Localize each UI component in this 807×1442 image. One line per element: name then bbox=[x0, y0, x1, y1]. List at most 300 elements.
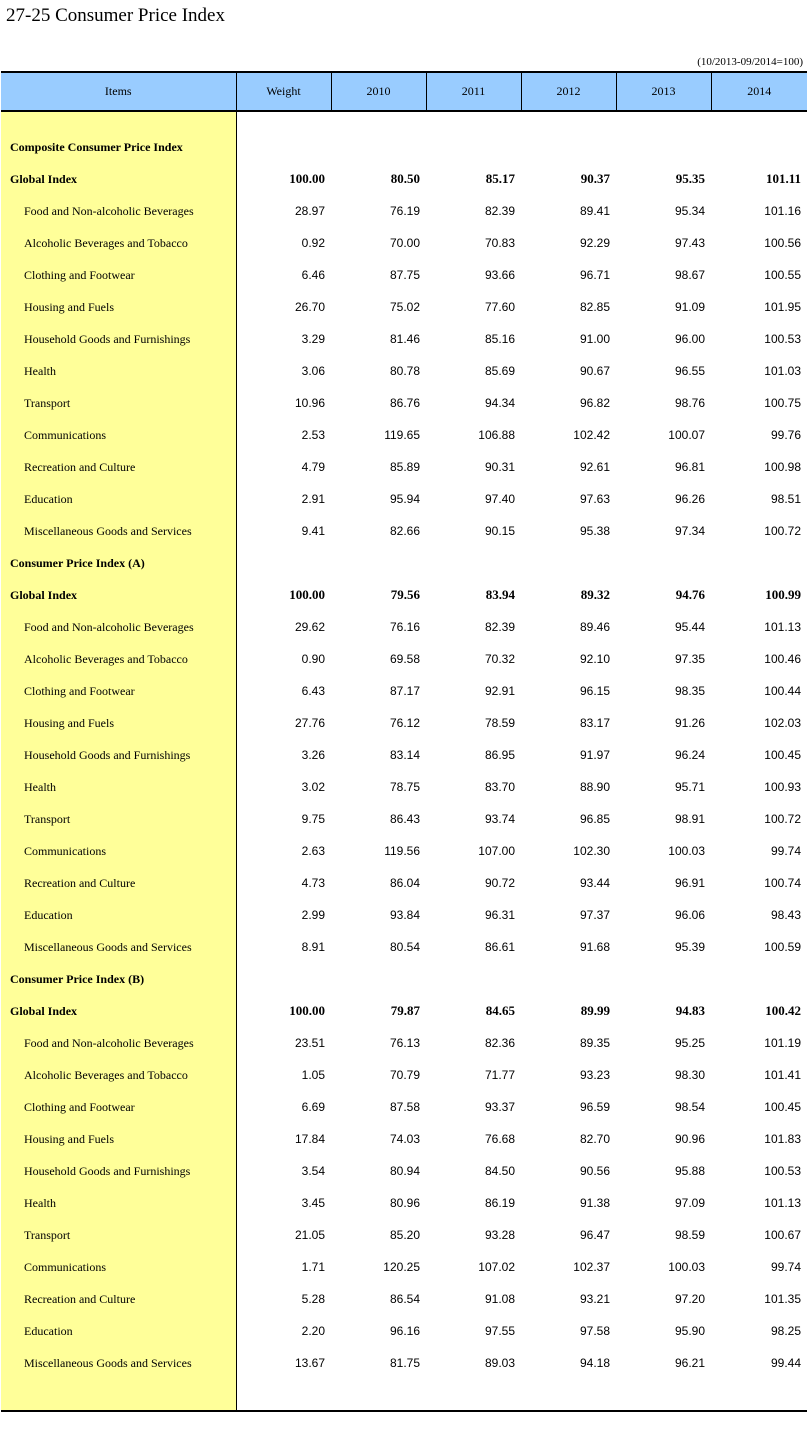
index-value-cell: 100.56 bbox=[764, 236, 801, 250]
index-value-cell: 98.30 bbox=[674, 1068, 705, 1082]
index-value-cell: 81.46 bbox=[389, 332, 420, 346]
row-label: Miscellaneous Goods and Services bbox=[1, 931, 236, 963]
table-row bbox=[1, 1027, 807, 1059]
index-value-cell: 95.90 bbox=[674, 1324, 705, 1338]
index-value-cell: 90.72 bbox=[484, 876, 515, 890]
weight-cell: 9.75 bbox=[301, 812, 325, 826]
row-label: Clothing and Footwear bbox=[1, 675, 236, 707]
weight-cell: 0.92 bbox=[301, 236, 325, 250]
weight-cell: 27.76 bbox=[294, 716, 325, 730]
index-value-cell: 84.65 bbox=[485, 1003, 515, 1018]
table-header bbox=[1, 72, 807, 111]
row-label: Global Index bbox=[1, 163, 236, 195]
index-value-cell: 87.75 bbox=[389, 268, 420, 282]
index-value-cell: 96.81 bbox=[674, 460, 705, 474]
index-value-cell: 101.11 bbox=[765, 171, 801, 186]
table-row bbox=[1, 899, 807, 931]
index-value-cell: 76.16 bbox=[389, 620, 420, 634]
index-value-cell: 102.30 bbox=[573, 844, 610, 858]
index-value-cell: 95.35 bbox=[675, 171, 705, 186]
weight-cell: 0.90 bbox=[301, 652, 325, 666]
index-value-cell: 100.03 bbox=[668, 844, 705, 858]
row-label: Food and Non-alcoholic Beverages bbox=[1, 611, 236, 643]
index-value-cell: 83.70 bbox=[484, 780, 515, 794]
index-value-cell: 74.03 bbox=[389, 1132, 420, 1146]
table-row bbox=[1, 835, 807, 867]
index-value-cell: 119.65 bbox=[384, 428, 420, 442]
index-value-cell: 80.96 bbox=[389, 1196, 420, 1210]
index-value-cell: 96.06 bbox=[674, 908, 705, 922]
index-value-cell: 97.55 bbox=[484, 1324, 515, 1338]
index-value-cell: 86.54 bbox=[389, 1292, 420, 1306]
section-header-row bbox=[1, 963, 807, 995]
weight-cell: 3.26 bbox=[301, 748, 325, 762]
index-value-cell: 95.71 bbox=[674, 780, 705, 794]
weight-cell: 2.63 bbox=[301, 844, 325, 858]
index-value-cell: 98.54 bbox=[674, 1100, 705, 1114]
index-value-cell: 91.68 bbox=[579, 940, 610, 954]
index-value-cell: 82.36 bbox=[484, 1036, 515, 1050]
index-value-cell: 90.15 bbox=[484, 524, 515, 538]
index-value-cell: 77.60 bbox=[484, 300, 515, 314]
index-value-cell: 100.44 bbox=[764, 684, 801, 698]
index-value-cell: 100.93 bbox=[764, 780, 801, 794]
index-value-cell: 82.66 bbox=[389, 524, 420, 538]
index-value-cell: 92.29 bbox=[579, 236, 610, 250]
index-value-cell: 101.35 bbox=[764, 1292, 801, 1306]
top-spacer-row bbox=[1, 111, 807, 131]
index-value-cell: 99.74 bbox=[770, 844, 801, 858]
index-value-cell: 101.13 bbox=[764, 1196, 801, 1210]
table-row bbox=[1, 323, 807, 355]
weight-cell: 100.00 bbox=[289, 171, 325, 186]
index-value-cell: 107.00 bbox=[478, 844, 515, 858]
index-value-cell: 96.47 bbox=[579, 1228, 610, 1242]
index-value-cell: 86.19 bbox=[484, 1196, 515, 1210]
row-label: Household Goods and Furnishings bbox=[1, 1155, 236, 1187]
index-value-cell: 100.74 bbox=[764, 876, 801, 890]
index-value-cell: 91.26 bbox=[674, 716, 705, 730]
table-row bbox=[1, 387, 807, 419]
index-value-cell: 90.31 bbox=[484, 460, 515, 474]
weight-cell: 17.84 bbox=[294, 1132, 325, 1146]
index-value-cell: 100.03 bbox=[668, 1260, 705, 1274]
section-title: Consumer Price Index (A) bbox=[1, 547, 236, 579]
weight-cell: 8.91 bbox=[301, 940, 325, 954]
table-row bbox=[1, 611, 807, 643]
table-row bbox=[1, 195, 807, 227]
index-value-cell: 100.53 bbox=[764, 332, 801, 346]
index-value-cell: 80.54 bbox=[389, 940, 420, 954]
index-value-cell: 100.07 bbox=[668, 428, 705, 442]
weight-cell: 2.91 bbox=[301, 492, 325, 506]
index-value-cell: 100.98 bbox=[764, 460, 801, 474]
index-value-cell: 87.17 bbox=[389, 684, 420, 698]
index-value-cell: 101.16 bbox=[764, 204, 801, 218]
index-value-cell: 89.03 bbox=[484, 1356, 515, 1370]
index-value-cell: 98.91 bbox=[674, 812, 705, 826]
index-value-cell: 100.72 bbox=[764, 524, 801, 538]
table-row bbox=[1, 355, 807, 387]
row-label: Food and Non-alcoholic Beverages bbox=[1, 195, 236, 227]
index-value-cell: 79.87 bbox=[390, 1003, 420, 1018]
index-value-cell: 82.39 bbox=[484, 620, 515, 634]
index-value-cell: 93.74 bbox=[484, 812, 515, 826]
index-value-cell: 98.67 bbox=[674, 268, 705, 282]
weight-cell: 2.99 bbox=[301, 908, 325, 922]
index-value-cell: 90.56 bbox=[579, 1164, 610, 1178]
index-value-cell: 96.85 bbox=[579, 812, 610, 826]
index-value-cell: 85.89 bbox=[389, 460, 420, 474]
row-label: Alcoholic Beverages and Tobacco bbox=[1, 643, 236, 675]
index-value-cell: 94.83 bbox=[675, 1003, 705, 1018]
weight-cell: 3.29 bbox=[301, 332, 325, 346]
weight-cell: 1.05 bbox=[301, 1068, 325, 1082]
table-row bbox=[1, 867, 807, 899]
index-value-cell: 82.39 bbox=[484, 204, 515, 218]
weight-cell: 5.28 bbox=[301, 1292, 325, 1306]
index-value-cell: 93.23 bbox=[579, 1068, 610, 1082]
index-value-cell: 85.20 bbox=[389, 1228, 420, 1242]
index-value-cell: 96.82 bbox=[579, 396, 610, 410]
row-label: Education bbox=[1, 1315, 236, 1347]
table-row bbox=[1, 291, 807, 323]
index-value-cell: 99.44 bbox=[770, 1356, 801, 1370]
row-label: Alcoholic Beverages and Tobacco bbox=[1, 1059, 236, 1091]
index-value-cell: 70.83 bbox=[484, 236, 515, 250]
index-value-cell: 83.14 bbox=[389, 748, 420, 762]
row-label: Transport bbox=[1, 1219, 236, 1251]
index-value-cell: 101.41 bbox=[764, 1068, 801, 1082]
index-value-cell: 95.34 bbox=[674, 204, 705, 218]
index-value-cell: 89.41 bbox=[579, 204, 610, 218]
row-label: Education bbox=[1, 899, 236, 931]
index-value-cell: 79.56 bbox=[390, 587, 420, 602]
row-label: Housing and Fuels bbox=[1, 1123, 236, 1155]
table-row bbox=[1, 771, 807, 803]
weight-cell: 3.54 bbox=[301, 1164, 325, 1178]
index-value-cell: 97.63 bbox=[579, 492, 610, 506]
weight-cell: 23.51 bbox=[294, 1036, 325, 1050]
index-value-cell: 101.03 bbox=[764, 364, 801, 378]
index-value-cell: 80.94 bbox=[389, 1164, 420, 1178]
table-row bbox=[1, 227, 807, 259]
index-value-cell: 100.55 bbox=[764, 268, 801, 282]
base-period-note: (10/2013-09/2014=100) bbox=[697, 56, 803, 68]
table-row bbox=[1, 1251, 807, 1283]
index-value-cell: 100.45 bbox=[764, 1100, 801, 1114]
table-row bbox=[1, 803, 807, 835]
row-label: Communications bbox=[1, 1251, 236, 1283]
table-row bbox=[1, 1091, 807, 1123]
index-value-cell: 92.10 bbox=[579, 652, 610, 666]
row-label: Miscellaneous Goods and Services bbox=[1, 515, 236, 547]
index-value-cell: 93.28 bbox=[484, 1228, 515, 1242]
index-value-cell: 97.34 bbox=[674, 524, 705, 538]
header-items: Items bbox=[1, 72, 236, 111]
index-value-cell: 95.88 bbox=[674, 1164, 705, 1178]
table-row bbox=[1, 483, 807, 515]
index-value-cell: 120.25 bbox=[383, 1260, 420, 1274]
row-label: Housing and Fuels bbox=[1, 291, 236, 323]
index-value-cell: 76.13 bbox=[389, 1036, 420, 1050]
spacer-cell bbox=[1, 111, 236, 131]
index-value-cell: 80.50 bbox=[390, 171, 420, 186]
index-value-cell: 95.39 bbox=[674, 940, 705, 954]
index-value-cell: 96.91 bbox=[674, 876, 705, 890]
cpi-table bbox=[1, 71, 807, 1412]
row-label: Health bbox=[1, 771, 236, 803]
index-value-cell: 97.43 bbox=[674, 236, 705, 250]
index-value-cell: 102.42 bbox=[573, 428, 610, 442]
weight-cell: 3.45 bbox=[301, 1196, 325, 1210]
table-row bbox=[1, 931, 807, 963]
index-value-cell: 96.26 bbox=[674, 492, 705, 506]
table-row bbox=[1, 1315, 807, 1347]
table-row bbox=[1, 1187, 807, 1219]
index-value-cell: 91.00 bbox=[579, 332, 610, 346]
table-row bbox=[1, 419, 807, 451]
index-value-cell: 89.35 bbox=[579, 1036, 610, 1050]
table-row bbox=[1, 579, 807, 611]
index-value-cell: 86.95 bbox=[484, 748, 515, 762]
weight-cell: 3.02 bbox=[301, 780, 325, 794]
index-value-cell: 94.76 bbox=[675, 587, 705, 602]
row-label: Communications bbox=[1, 835, 236, 867]
section-header-row bbox=[1, 131, 807, 163]
row-label: Recreation and Culture bbox=[1, 1283, 236, 1315]
index-value-cell: 90.67 bbox=[579, 364, 610, 378]
index-value-cell: 83.94 bbox=[485, 587, 515, 602]
index-value-cell: 96.21 bbox=[674, 1356, 705, 1370]
index-value-cell: 93.21 bbox=[579, 1292, 610, 1306]
index-value-cell: 100.45 bbox=[764, 748, 801, 762]
table-row bbox=[1, 643, 807, 675]
index-value-cell: 94.18 bbox=[579, 1356, 610, 1370]
index-value-cell: 96.31 bbox=[484, 908, 515, 922]
index-value-cell: 89.46 bbox=[579, 620, 610, 634]
table-row bbox=[1, 707, 807, 739]
table-row bbox=[1, 1283, 807, 1315]
index-value-cell: 97.37 bbox=[579, 908, 610, 922]
section-header-row bbox=[1, 547, 807, 579]
index-value-cell: 97.20 bbox=[674, 1292, 705, 1306]
index-value-cell: 100.75 bbox=[764, 396, 801, 410]
index-value-cell: 97.35 bbox=[674, 652, 705, 666]
index-value-cell: 78.59 bbox=[484, 716, 515, 730]
weight-cell: 6.69 bbox=[301, 1100, 325, 1114]
weight-cell: 6.43 bbox=[301, 684, 325, 698]
index-value-cell: 80.78 bbox=[389, 364, 420, 378]
row-label: Health bbox=[1, 1187, 236, 1219]
index-value-cell: 76.12 bbox=[389, 716, 420, 730]
row-label: Global Index bbox=[1, 579, 236, 611]
index-value-cell: 101.95 bbox=[764, 300, 801, 314]
index-value-cell: 98.76 bbox=[674, 396, 705, 410]
header-2010: 2010 bbox=[331, 72, 426, 111]
table-row bbox=[1, 451, 807, 483]
index-value-cell: 100.99 bbox=[765, 587, 801, 602]
index-value-cell: 83.17 bbox=[579, 716, 610, 730]
weight-cell: 100.00 bbox=[289, 1003, 325, 1018]
index-value-cell: 100.53 bbox=[764, 1164, 801, 1178]
weight-cell: 2.20 bbox=[301, 1324, 325, 1338]
index-value-cell: 82.85 bbox=[579, 300, 610, 314]
row-label: Food and Non-alcoholic Beverages bbox=[1, 1027, 236, 1059]
index-value-cell: 70.79 bbox=[389, 1068, 420, 1082]
index-value-cell: 98.51 bbox=[770, 492, 801, 506]
index-value-cell: 86.76 bbox=[389, 396, 420, 410]
page-title: 27-25 Consumer Price Index bbox=[6, 5, 225, 26]
weight-cell: 4.73 bbox=[301, 876, 325, 890]
index-value-cell: 87.58 bbox=[389, 1100, 420, 1114]
weight-cell: 3.06 bbox=[301, 364, 325, 378]
weight-cell: 28.97 bbox=[294, 204, 325, 218]
row-label: Recreation and Culture bbox=[1, 867, 236, 899]
table-row bbox=[1, 163, 807, 195]
index-value-cell: 100.42 bbox=[765, 1003, 801, 1018]
weight-cell: 29.62 bbox=[294, 620, 325, 634]
index-value-cell: 95.25 bbox=[674, 1036, 705, 1050]
weight-cell: 10.96 bbox=[294, 396, 325, 410]
index-value-cell: 98.59 bbox=[674, 1228, 705, 1242]
header-2013: 2013 bbox=[616, 72, 711, 111]
weight-cell: 26.70 bbox=[294, 300, 325, 314]
index-value-cell: 86.04 bbox=[389, 876, 420, 890]
index-value-cell: 70.32 bbox=[484, 652, 515, 666]
index-value-cell: 119.56 bbox=[384, 844, 420, 858]
row-label: Health bbox=[1, 355, 236, 387]
table-row bbox=[1, 515, 807, 547]
table-row bbox=[1, 995, 807, 1027]
index-value-cell: 85.16 bbox=[484, 332, 515, 346]
index-value-cell: 86.43 bbox=[389, 812, 420, 826]
row-label: Transport bbox=[1, 387, 236, 419]
index-value-cell: 98.25 bbox=[770, 1324, 801, 1338]
index-value-cell: 107.02 bbox=[478, 1260, 515, 1274]
row-label: Clothing and Footwear bbox=[1, 1091, 236, 1123]
index-value-cell: 93.66 bbox=[484, 268, 515, 282]
index-value-cell: 98.35 bbox=[674, 684, 705, 698]
table-row bbox=[1, 675, 807, 707]
index-value-cell: 99.76 bbox=[770, 428, 801, 442]
index-value-cell: 95.38 bbox=[579, 524, 610, 538]
index-value-cell: 96.55 bbox=[674, 364, 705, 378]
index-value-cell: 69.58 bbox=[389, 652, 420, 666]
index-value-cell: 92.61 bbox=[579, 460, 610, 474]
table-row bbox=[1, 739, 807, 771]
section-title: Composite Consumer Price Index bbox=[1, 131, 236, 163]
index-value-cell: 85.17 bbox=[485, 171, 515, 186]
index-value-cell: 100.72 bbox=[764, 812, 801, 826]
row-label: Alcoholic Beverages and Tobacco bbox=[1, 227, 236, 259]
index-value-cell: 84.50 bbox=[484, 1164, 515, 1178]
index-value-cell: 100.46 bbox=[764, 652, 801, 666]
bottom-spacer-row bbox=[1, 1379, 807, 1411]
index-value-cell: 92.91 bbox=[484, 684, 515, 698]
index-value-cell: 100.59 bbox=[764, 940, 801, 954]
index-value-cell: 85.69 bbox=[484, 364, 515, 378]
index-value-cell: 86.61 bbox=[484, 940, 515, 954]
header-2011: 2011 bbox=[426, 72, 521, 111]
weight-cell: 13.67 bbox=[294, 1356, 325, 1370]
index-value-cell: 98.43 bbox=[770, 908, 801, 922]
index-value-cell: 97.58 bbox=[579, 1324, 610, 1338]
index-value-cell: 106.88 bbox=[478, 428, 515, 442]
index-value-cell: 102.03 bbox=[764, 716, 801, 730]
index-value-cell: 91.38 bbox=[579, 1196, 610, 1210]
weight-cell: 21.05 bbox=[294, 1228, 325, 1242]
index-value-cell: 97.09 bbox=[674, 1196, 705, 1210]
row-label: Miscellaneous Goods and Services bbox=[1, 1347, 236, 1379]
index-value-cell: 96.24 bbox=[674, 748, 705, 762]
index-value-cell: 93.84 bbox=[389, 908, 420, 922]
row-label: Global Index bbox=[1, 995, 236, 1027]
spacer-cell bbox=[1, 1379, 236, 1411]
index-value-cell: 101.13 bbox=[764, 620, 801, 634]
index-value-cell: 97.40 bbox=[484, 492, 515, 506]
index-value-cell: 94.34 bbox=[484, 396, 515, 410]
index-value-cell: 95.94 bbox=[389, 492, 420, 506]
row-label: Housing and Fuels bbox=[1, 707, 236, 739]
table-body bbox=[1, 111, 807, 1411]
index-value-cell: 100.67 bbox=[764, 1228, 801, 1242]
index-value-cell: 102.37 bbox=[573, 1260, 610, 1274]
index-value-cell: 101.19 bbox=[764, 1036, 801, 1050]
weight-cell: 2.53 bbox=[301, 428, 325, 442]
index-value-cell: 96.15 bbox=[579, 684, 610, 698]
index-value-cell: 89.32 bbox=[580, 587, 610, 602]
table-row bbox=[1, 1123, 807, 1155]
index-value-cell: 81.75 bbox=[389, 1356, 420, 1370]
index-value-cell: 93.44 bbox=[579, 876, 610, 890]
weight-cell: 1.71 bbox=[301, 1260, 325, 1274]
index-value-cell: 96.16 bbox=[389, 1324, 420, 1338]
index-value-cell: 96.59 bbox=[579, 1100, 610, 1114]
section-title: Consumer Price Index (B) bbox=[1, 963, 236, 995]
index-value-cell: 90.96 bbox=[674, 1132, 705, 1146]
row-label: Household Goods and Furnishings bbox=[1, 739, 236, 771]
index-value-cell: 78.75 bbox=[389, 780, 420, 794]
table-row bbox=[1, 259, 807, 291]
header-2014: 2014 bbox=[711, 72, 807, 111]
table-row bbox=[1, 1155, 807, 1187]
row-label: Recreation and Culture bbox=[1, 451, 236, 483]
row-label: Education bbox=[1, 483, 236, 515]
index-value-cell: 91.08 bbox=[484, 1292, 515, 1306]
index-value-cell: 75.02 bbox=[389, 300, 420, 314]
row-label: Communications bbox=[1, 419, 236, 451]
index-value-cell: 95.44 bbox=[674, 620, 705, 634]
index-value-cell: 101.83 bbox=[764, 1132, 801, 1146]
index-value-cell: 90.37 bbox=[580, 171, 610, 186]
table-row bbox=[1, 1219, 807, 1251]
weight-cell: 9.41 bbox=[301, 524, 325, 538]
row-label: Household Goods and Furnishings bbox=[1, 323, 236, 355]
index-value-cell: 96.00 bbox=[674, 332, 705, 346]
index-value-cell: 88.90 bbox=[579, 780, 610, 794]
index-value-cell: 99.74 bbox=[770, 1260, 801, 1274]
index-value-cell: 82.70 bbox=[579, 1132, 610, 1146]
index-value-cell: 76.19 bbox=[389, 204, 420, 218]
index-value-cell: 89.99 bbox=[580, 1003, 610, 1018]
index-value-cell: 91.09 bbox=[674, 300, 705, 314]
index-value-cell: 76.68 bbox=[484, 1132, 515, 1146]
header-2012: 2012 bbox=[521, 72, 616, 111]
weight-cell: 6.46 bbox=[301, 268, 325, 282]
row-label: Clothing and Footwear bbox=[1, 259, 236, 291]
table-row bbox=[1, 1059, 807, 1091]
